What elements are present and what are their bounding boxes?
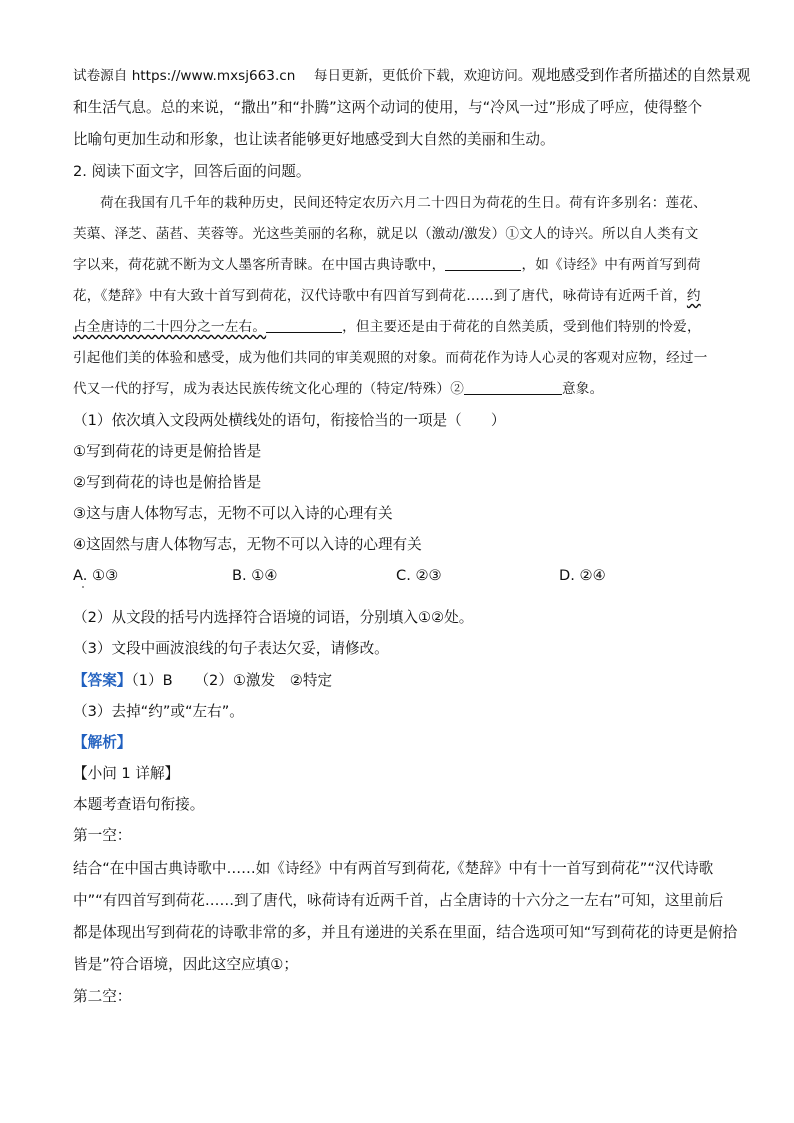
passage-line bbox=[73, 379, 603, 399]
question-title: 2. 阅读下面文字，回答后面的问题。 bbox=[73, 163, 311, 180]
option-a: A. ①③ bbox=[73, 567, 119, 584]
site-notice: 每日更新，更低价下载，欢迎访问。 bbox=[313, 68, 532, 84]
fill-blank-1 bbox=[445, 256, 521, 271]
analysis-heading: 第一空： bbox=[73, 827, 132, 844]
option-b: B. ①④ bbox=[232, 567, 278, 584]
prev-answer-line: 比喻句更加生动和形象，也让读者能够更好地感受到大自然的美丽和生动。 bbox=[73, 131, 555, 148]
sub-question-3: （3）文段中画波浪线的句子表达欠妥，请修改。 bbox=[73, 640, 389, 657]
fill-blank-2 bbox=[266, 318, 342, 333]
options-row bbox=[73, 566, 723, 586]
fill-blank-3 bbox=[464, 380, 562, 395]
answer-text: （1）B （2）①激发 ②特定 bbox=[131, 672, 333, 689]
choice-item: ③这与唐人体物写志，无物不可以入诗的心理有关 bbox=[73, 505, 393, 522]
passage-line bbox=[73, 317, 701, 337]
passage-text: ，但主要还是由于荷花的自然美质，受到他们特别的怜爱， bbox=[342, 319, 701, 335]
option-d: D. ②④ bbox=[559, 567, 606, 584]
analysis-text: 结合“在中国古典诗歌中……如《诗经》中有两首写到荷花,《楚辞》中有十一首写到荷花”“汉代诗歌 bbox=[73, 860, 714, 877]
sub-question-1: （1）依次填入文段两处横线处的语句，衔接恰当的一项是（ ） bbox=[73, 412, 506, 429]
sub-question-2: （2）从文段的括号内选择符合语境的词语，分别填入①②处。 bbox=[73, 609, 474, 626]
passage-text: 意象。 bbox=[562, 381, 604, 397]
passage-line bbox=[73, 286, 701, 306]
answer-label: 【答案】 bbox=[73, 672, 132, 689]
header-line bbox=[73, 66, 750, 86]
answer-line bbox=[73, 671, 332, 691]
analysis-heading: 第二空： bbox=[73, 988, 132, 1005]
analysis-intro: 本题考查语句衔接。 bbox=[73, 796, 205, 813]
passage-text: 字以来，荷花就不断为文人墨客所青睐。在中国古典诗歌中， bbox=[73, 257, 446, 273]
choice-item: ④这固然与唐人体物写志，无物不可以入诗的心理有关 bbox=[73, 536, 422, 553]
analysis-text: 中”“有四首写到荷花……到了唐代，咏荷诗有近两千首，占全唐诗的十六分之一左右”可知，这里前后 bbox=[73, 892, 724, 909]
choice-item: ②写到荷花的诗也是俯拾皆是 bbox=[73, 474, 262, 491]
analysis-text: 皆是”符合语境，因此这空应填①； bbox=[73, 956, 298, 973]
analysis-label: 【解析】 bbox=[73, 734, 132, 751]
option-c: C. ②③ bbox=[396, 567, 442, 584]
analysis-text: 都是体现出写到荷花的诗歌非常的多，并且有递进的关系在里面，结合选项可知“写到荷花的诗更是俯拾 bbox=[73, 924, 738, 941]
analysis-sub-label: 【小问 1 详解】 bbox=[73, 765, 180, 782]
passage-line: 引起他们美的体验和感受，成为他们共同的审美观照的对象。而荷花作为诗人心灵的客观对应物，经过一 bbox=[73, 350, 708, 366]
passage-line bbox=[73, 255, 701, 275]
passage-line: 荷在我国有几千年的栽种历史，民间还特定农历六月二十四日为荷花的生日。荷有许多别名：莲花、 bbox=[100, 195, 707, 211]
passage-text: 花，《楚辞》中有大致十首写到荷花，汉代诗歌中有四首写到荷花……到了唐代，咏荷诗有近两千首， bbox=[73, 288, 687, 304]
passage-line: 芙蕖、泽芝、菡萏、芙蓉等。光这些美丽的名称，就足以（激动/激发）①文人的诗兴。所以自人类有文 bbox=[73, 226, 699, 242]
prev-answer-line: 和生活气息。总的来说，“撒出”和“扑腾”这两个动词的使用，与“冷风一过”形成了呼应，使得整个 bbox=[73, 99, 703, 116]
continued-text: 观地感受到作者所描述的自然景观 bbox=[531, 67, 751, 84]
stray-dot bbox=[82, 586, 84, 588]
passage-text: ，如《诗经》中有两首写到荷 bbox=[521, 257, 701, 273]
analysis-label-line bbox=[73, 733, 131, 753]
choice-item: ①写到荷花的诗更是俯拾皆是 bbox=[73, 443, 262, 460]
wavy-underlined-text: 占全唐诗的二十四分之一左右。 bbox=[73, 319, 267, 335]
source-watermark: 试卷源自 https://www.mxsj663.cn bbox=[73, 68, 296, 84]
passage-text: 代又一代的抒写，成为表达民族传统文化心理的（特定/特殊）② bbox=[73, 381, 465, 397]
wavy-underlined-text: 约 bbox=[686, 288, 701, 304]
answer-line: （3）去掉“约”或“左右”。 bbox=[73, 703, 244, 720]
